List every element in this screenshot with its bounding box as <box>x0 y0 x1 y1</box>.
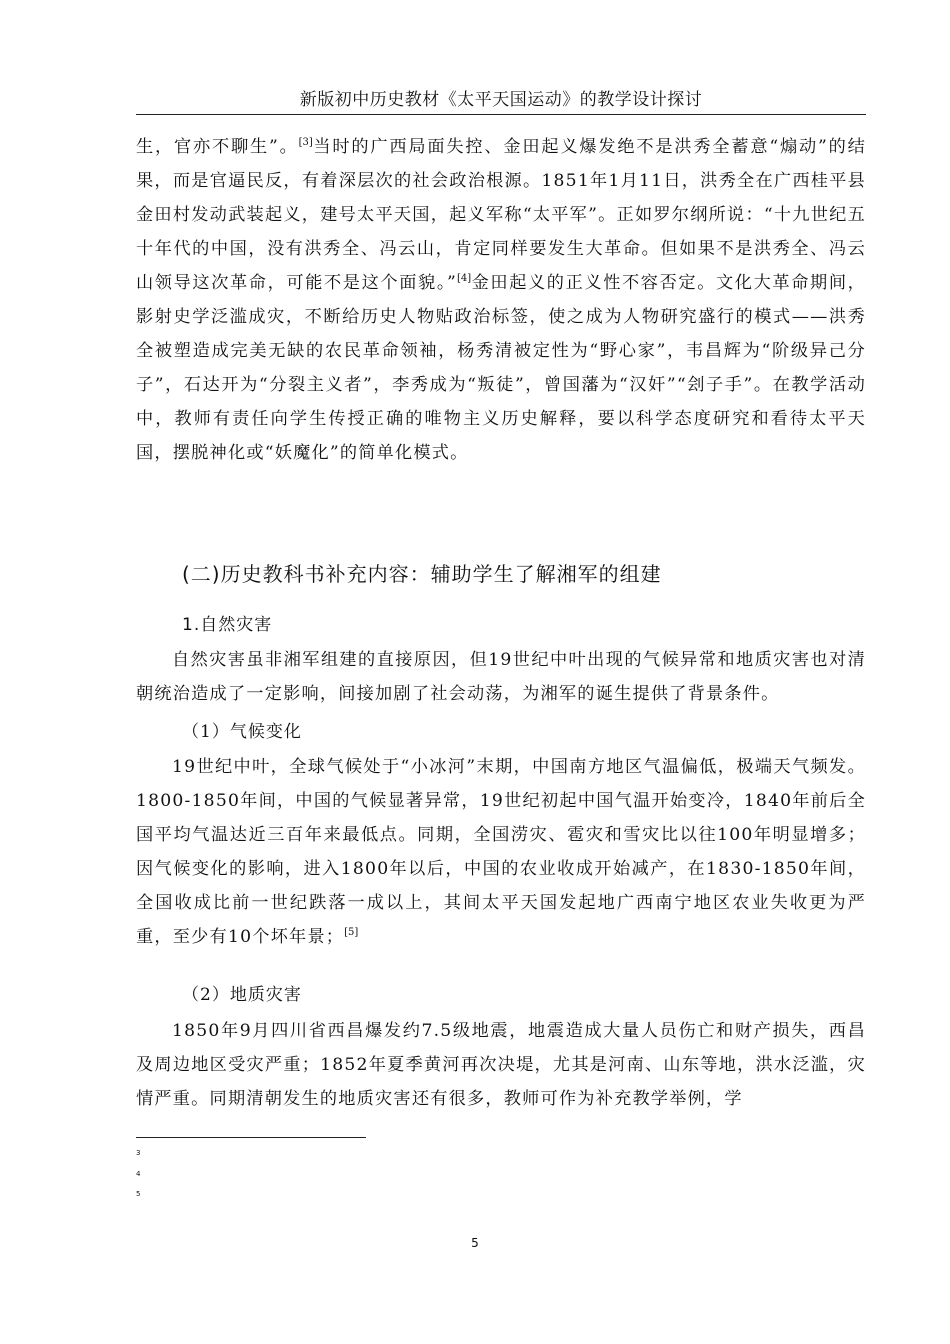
citation-ref-4[interactable]: [4] <box>457 273 472 284</box>
footnote-separator <box>136 1137 366 1138</box>
paragraph-text: 生，官亦不聊生”。 <box>136 137 299 157</box>
subheading-climate-change: （1）气候变化 <box>182 722 302 742</box>
running-header: 新版初中历史教材《太平天国运动》的教学设计探讨 <box>299 90 703 110</box>
footnote-number: 4 <box>136 1170 141 1178</box>
footnote-number: 5 <box>136 1190 141 1198</box>
citation-ref-5[interactable]: [5] <box>344 927 359 938</box>
paragraph-geological-disasters: 1850年9月四川省西昌爆发约7.5级地震，地震造成大量人员伤亡和财产损失，西昌及周边地区受灾严重；1852年夏季黄河再次决堤，尤其是河南、山东等地，洪水泛滥，灾情严重。同期清朝发生的地质灾害还有很多，教师可作为补充教学举例，学 <box>136 1021 866 1109</box>
paragraph-text: 当时的广西局面失控、金田起义爆发绝不是洪秀全蓄意“煽动”的结果，而是官逼民反，有着深层次的社会政治根源。1851年1月11日，洪秀全在广西桂平县金田村发动武装起义，建号太平天国，起义军称“太平军”。正如罗尔纲所说：“十九世纪五十年代的中国，没有洪秀全、冯云山，肯定同样要发生大革命。但如果不是洪秀全、冯云山领导这次革命，可能不是这个面貌。” <box>136 137 866 293</box>
header-rule <box>136 114 866 115</box>
citation-ref-3[interactable]: [3] <box>298 137 313 148</box>
paragraph-jintian-uprising <box>136 130 866 470</box>
paragraph-text: 19世纪中叶，全球气候处于“小冰河”末期，中国南方地区气温偏低，极端天气频发。1800-1850年间，中国的气候显著异常，19世纪初起中国气温开始变冷，1840年前后全国平均气温达近三百年来最低点。同期，全国涝灾、雹灾和雪灾比以往100年明显增多；因气候变化的影响，进入1800年以后，中国的农业收成开始减产，在1830-1850年间，全国收成比前一世纪跌落一成以上，其间太平天国发起地广西南宁地区农业失收更为严重，至少有10个坏年景； <box>136 757 866 947</box>
section-heading: (二)历史教科书补充内容：辅助学生了解湘军的组建 <box>182 562 662 586</box>
paragraph-text: 金田起义的正义性不容否定。文化大革命期间，影射史学泛滥成灾，不断给历史人物贴政治标签，使之成为人物研究盛行的模式——洪秀全被塑造成完美无缺的农民革命领袖，杨秀清被定性为“野心家”，韦昌辉为“阶级异己分子”，石达开为“分裂主义者”，李秀成为“叛徒”，曾国藩为“汉奸”“刽子手”。在教学活动中，教师有责任向学生传授正确的唯物主义历史解释，要以科学态度研究和看待太平天国，摆脱神化或“妖魔化”的简单化模式。 <box>136 273 867 463</box>
subheading-natural-disasters: 1.自然灾害 <box>182 615 273 635</box>
footnote-number: 3 <box>136 1149 141 1157</box>
page-number: 5 <box>471 1236 479 1250</box>
subheading-geological-disasters: （2）地质灾害 <box>182 985 302 1005</box>
paragraph-climate-change <box>136 750 866 954</box>
paragraph-natural-disasters: 自然灾害虽非湘军组建的直接原因，但19世纪中叶出现的气候异常和地质灾害也对清朝统治造成了一定影响，间接加剧了社会动荡，为湘军的诞生提供了背景条件。 <box>136 650 866 704</box>
